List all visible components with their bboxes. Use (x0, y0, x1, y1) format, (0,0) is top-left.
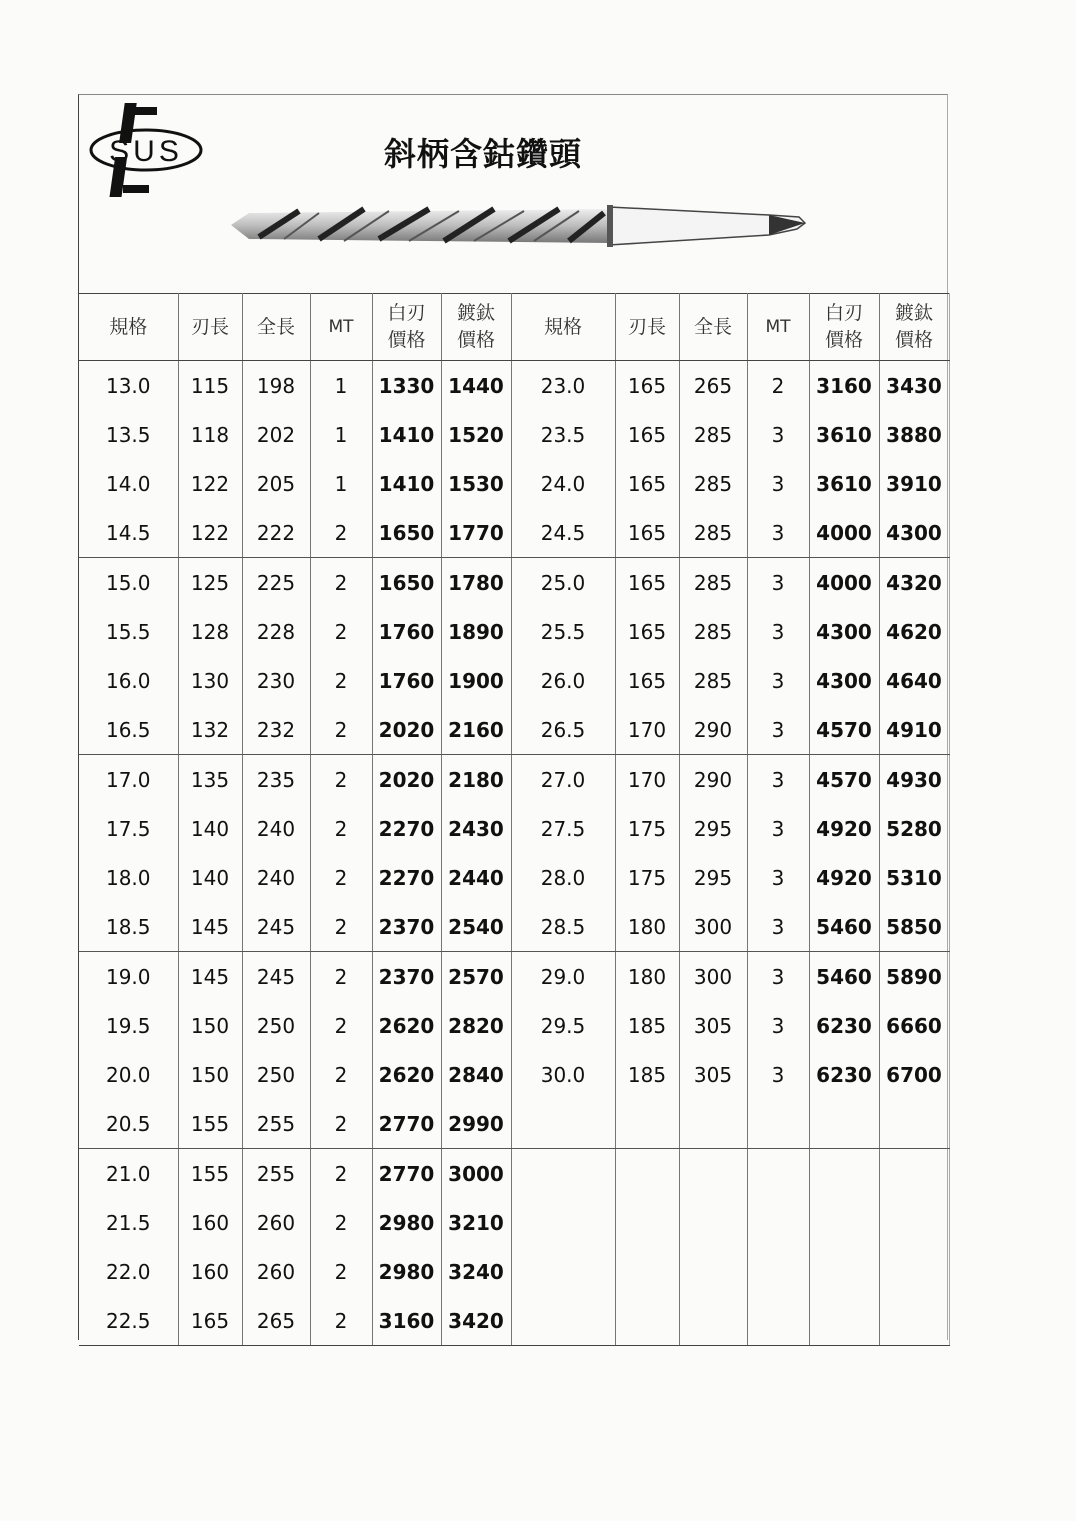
cell-spec: 27.5 (511, 804, 615, 853)
cell-total-length: 255 (242, 1149, 310, 1199)
cell-blade-length: 165 (615, 607, 679, 656)
cell-white-price: 3610 (809, 410, 879, 459)
cell-mt: 3 (747, 902, 809, 952)
cell-blade-length: 175 (615, 853, 679, 902)
cell-tin-price: 1440 (441, 361, 511, 411)
table-row (79, 361, 949, 411)
cell-mt: 2 (310, 508, 372, 558)
cell-tin-price (879, 1198, 949, 1247)
cell-tin-price: 4910 (879, 705, 949, 755)
cell-total-length: 198 (242, 361, 310, 411)
cell-total-length: 240 (242, 804, 310, 853)
cell-mt: 2 (310, 1247, 372, 1296)
cell-tin-price: 1890 (441, 607, 511, 656)
cell-mt: 3 (747, 558, 809, 608)
cell-tin-price: 4640 (879, 656, 949, 705)
cell-white-price: 1410 (372, 410, 441, 459)
cell-white-price: 1650 (372, 558, 441, 608)
cell-spec: 13.0 (79, 361, 178, 411)
cell-mt (747, 1296, 809, 1346)
cell-mt (747, 1149, 809, 1199)
cell-mt: 2 (310, 804, 372, 853)
cell-tin-price: 5310 (879, 853, 949, 902)
cell-spec (511, 1198, 615, 1247)
cell-total-length: 295 (679, 853, 747, 902)
cell-white-price: 2270 (372, 853, 441, 902)
cell-blade-length (615, 1198, 679, 1247)
cell-tin-price: 1770 (441, 508, 511, 558)
cell-spec: 19.5 (79, 1001, 178, 1050)
cell-white-price: 6230 (809, 1001, 879, 1050)
cell-white-price: 1410 (372, 459, 441, 508)
cell-spec: 22.5 (79, 1296, 178, 1346)
cell-spec: 25.5 (511, 607, 615, 656)
cell-mt: 3 (747, 804, 809, 853)
header-white-price: 白刃 價格 (372, 294, 441, 361)
cell-mt: 3 (747, 755, 809, 805)
cell-white-price: 4300 (809, 656, 879, 705)
cell-white-price (809, 1247, 879, 1296)
cell-total-length: 285 (679, 508, 747, 558)
cell-spec: 22.0 (79, 1247, 178, 1296)
cell-spec: 25.0 (511, 558, 615, 608)
cell-white-price (809, 1149, 879, 1199)
cell-tin-price: 4930 (879, 755, 949, 805)
cell-mt: 3 (747, 1050, 809, 1099)
cell-tin-price (879, 1296, 949, 1346)
cell-blade-length: 118 (178, 410, 242, 459)
cell-total-length: 232 (242, 705, 310, 755)
page-title: 斜柄含鈷鑽頭 (384, 135, 583, 173)
cell-total-length: 300 (679, 902, 747, 952)
table-row (79, 1149, 949, 1199)
cell-total-length: 230 (242, 656, 310, 705)
price-table (79, 293, 950, 1346)
cell-mt: 1 (310, 410, 372, 459)
cell-blade-length: 145 (178, 952, 242, 1002)
cell-white-price: 3160 (809, 361, 879, 411)
table-row (79, 1001, 949, 1050)
cell-blade-length: 180 (615, 902, 679, 952)
cell-spec: 18.5 (79, 902, 178, 952)
cell-total-length: 222 (242, 508, 310, 558)
svg-text:SUS: SUS (109, 135, 183, 168)
cell-blade-length: 180 (615, 952, 679, 1002)
cell-tin-price: 3910 (879, 459, 949, 508)
cell-blade-length: 170 (615, 755, 679, 805)
header-spec: 規格 (79, 294, 178, 361)
table-row (79, 1296, 949, 1346)
cell-spec: 16.5 (79, 705, 178, 755)
cell-white-price: 2370 (372, 952, 441, 1002)
table-row (79, 1099, 949, 1149)
cell-blade-length: 165 (178, 1296, 242, 1346)
cell-white-price: 4920 (809, 804, 879, 853)
cell-white-price: 1330 (372, 361, 441, 411)
cell-blade-length: 150 (178, 1001, 242, 1050)
cell-blade-length: 165 (615, 656, 679, 705)
table-row (79, 902, 949, 952)
header-tin-price: 鍍鈦 價格 (441, 294, 511, 361)
cell-spec: 27.0 (511, 755, 615, 805)
cell-tin-price: 3420 (441, 1296, 511, 1346)
header-blade-length: 刃長 (178, 294, 242, 361)
cell-spec: 30.0 (511, 1050, 615, 1099)
cell-total-length: 290 (679, 705, 747, 755)
cell-spec (511, 1099, 615, 1149)
cell-mt (747, 1099, 809, 1149)
cell-mt: 2 (310, 1050, 372, 1099)
cell-spec: 26.5 (511, 705, 615, 755)
cell-mt: 3 (747, 1001, 809, 1050)
cell-blade-length: 128 (178, 607, 242, 656)
cell-white-price: 2980 (372, 1198, 441, 1247)
cell-total-length (679, 1149, 747, 1199)
table-header-row (79, 294, 949, 361)
cell-mt: 2 (310, 1099, 372, 1149)
cell-tin-price (879, 1149, 949, 1199)
cell-white-price: 2770 (372, 1149, 441, 1199)
cell-white-price: 2270 (372, 804, 441, 853)
cell-blade-length: 165 (615, 410, 679, 459)
cell-spec: 18.0 (79, 853, 178, 902)
cell-total-length: 285 (679, 656, 747, 705)
cell-blade-length: 165 (615, 361, 679, 411)
cell-spec: 28.0 (511, 853, 615, 902)
header-mt: MT (747, 294, 809, 361)
cell-blade-length: 140 (178, 804, 242, 853)
table-row (79, 508, 949, 558)
header-total-length: 全長 (242, 294, 310, 361)
table-row (79, 952, 949, 1002)
cell-white-price: 2020 (372, 705, 441, 755)
cell-tin-price: 5890 (879, 952, 949, 1002)
cell-blade-length: 160 (178, 1247, 242, 1296)
table-row (79, 607, 949, 656)
table-row (79, 656, 949, 705)
cell-tin-price: 3430 (879, 361, 949, 411)
cell-spec: 23.0 (511, 361, 615, 411)
cell-spec: 16.0 (79, 656, 178, 705)
cell-tin-price: 6660 (879, 1001, 949, 1050)
cell-white-price: 2370 (372, 902, 441, 952)
cell-blade-length: 122 (178, 459, 242, 508)
cell-white-price: 1760 (372, 656, 441, 705)
cell-tin-price: 3880 (879, 410, 949, 459)
cell-total-length (679, 1099, 747, 1149)
cell-total-length: 295 (679, 804, 747, 853)
cell-mt: 2 (310, 1001, 372, 1050)
cell-blade-length: 170 (615, 705, 679, 755)
cell-total-length: 265 (679, 361, 747, 411)
cell-tin-price: 2540 (441, 902, 511, 952)
cell-blade-length: 122 (178, 508, 242, 558)
cell-total-length (679, 1198, 747, 1247)
cell-spec: 13.5 (79, 410, 178, 459)
cell-spec: 20.5 (79, 1099, 178, 1149)
cell-tin-price: 4320 (879, 558, 949, 608)
cell-mt: 2 (747, 361, 809, 411)
cell-spec: 23.5 (511, 410, 615, 459)
cell-mt: 3 (747, 459, 809, 508)
cell-mt: 2 (310, 952, 372, 1002)
cell-tin-price: 2820 (441, 1001, 511, 1050)
cell-tin-price: 4620 (879, 607, 949, 656)
cell-total-length (679, 1296, 747, 1346)
table-row (79, 410, 949, 459)
cell-mt: 2 (310, 902, 372, 952)
cell-tin-price: 5850 (879, 902, 949, 952)
table-row (79, 558, 949, 608)
cell-mt: 2 (310, 558, 372, 608)
cell-spec: 29.0 (511, 952, 615, 1002)
cell-white-price: 5460 (809, 902, 879, 952)
cell-spec: 17.5 (79, 804, 178, 853)
cell-white-price: 3160 (372, 1296, 441, 1346)
header-blade-length: 刃長 (615, 294, 679, 361)
cell-total-length: 202 (242, 410, 310, 459)
cell-white-price: 5460 (809, 952, 879, 1002)
table-row (79, 1247, 949, 1296)
cell-blade-length: 165 (615, 459, 679, 508)
cell-total-length: 250 (242, 1001, 310, 1050)
table-row (79, 1050, 949, 1099)
cell-spec: 28.5 (511, 902, 615, 952)
cell-mt: 3 (747, 952, 809, 1002)
cell-white-price: 1650 (372, 508, 441, 558)
cell-mt: 2 (310, 1149, 372, 1199)
cell-tin-price: 2990 (441, 1099, 511, 1149)
cell-tin-price: 3000 (441, 1149, 511, 1199)
cell-tin-price: 4300 (879, 508, 949, 558)
cell-spec (511, 1149, 615, 1199)
cell-spec: 24.5 (511, 508, 615, 558)
table-row (79, 705, 949, 755)
cell-blade-length: 132 (178, 705, 242, 755)
cell-white-price: 2980 (372, 1247, 441, 1296)
cell-tin-price: 2840 (441, 1050, 511, 1099)
price-sheet (78, 94, 948, 1340)
cell-blade-length: 135 (178, 755, 242, 805)
table-row (79, 459, 949, 508)
cell-spec: 17.0 (79, 755, 178, 805)
cell-white-price: 4920 (809, 853, 879, 902)
cell-tin-price (879, 1099, 949, 1149)
cell-blade-length (615, 1296, 679, 1346)
cell-blade-length: 165 (615, 558, 679, 608)
cell-spec: 19.0 (79, 952, 178, 1002)
cell-spec: 14.0 (79, 459, 178, 508)
cell-mt: 3 (747, 853, 809, 902)
cell-tin-price: 2180 (441, 755, 511, 805)
cell-spec (511, 1296, 615, 1346)
cell-blade-length: 155 (178, 1149, 242, 1199)
cell-blade-length (615, 1149, 679, 1199)
cell-white-price: 1760 (372, 607, 441, 656)
cell-tin-price: 2160 (441, 705, 511, 755)
cell-blade-length: 165 (615, 508, 679, 558)
cell-mt: 1 (310, 361, 372, 411)
cell-spec: 21.0 (79, 1149, 178, 1199)
cell-spec: 14.5 (79, 508, 178, 558)
cell-tin-price: 1780 (441, 558, 511, 608)
table-row (79, 755, 949, 805)
cell-tin-price: 2440 (441, 853, 511, 902)
cell-mt: 3 (747, 705, 809, 755)
cell-tin-price: 5280 (879, 804, 949, 853)
sus-logo (87, 101, 205, 199)
cell-tin-price (879, 1247, 949, 1296)
cell-total-length: 260 (242, 1247, 310, 1296)
cell-tin-price: 2570 (441, 952, 511, 1002)
cell-total-length: 245 (242, 952, 310, 1002)
cell-mt (747, 1198, 809, 1247)
cell-spec: 15.0 (79, 558, 178, 608)
cell-total-length: 235 (242, 755, 310, 805)
cell-white-price (809, 1099, 879, 1149)
cell-white-price: 2620 (372, 1050, 441, 1099)
cell-mt: 2 (310, 853, 372, 902)
header-total-length: 全長 (679, 294, 747, 361)
cell-total-length: 245 (242, 902, 310, 952)
cell-mt (747, 1247, 809, 1296)
header-spec: 規格 (511, 294, 615, 361)
drill-bit-icon (229, 199, 809, 251)
cell-spec: 26.0 (511, 656, 615, 705)
cell-white-price (809, 1296, 879, 1346)
cell-total-length: 225 (242, 558, 310, 608)
cell-tin-price: 1520 (441, 410, 511, 459)
table-row (79, 853, 949, 902)
cell-total-length: 285 (679, 410, 747, 459)
cell-blade-length (615, 1099, 679, 1149)
cell-spec: 15.5 (79, 607, 178, 656)
cell-total-length: 265 (242, 1296, 310, 1346)
cell-total-length: 290 (679, 755, 747, 805)
cell-white-price (809, 1198, 879, 1247)
cell-total-length: 205 (242, 459, 310, 508)
cell-total-length: 240 (242, 853, 310, 902)
cell-total-length: 305 (679, 1001, 747, 1050)
cell-total-length: 250 (242, 1050, 310, 1099)
cell-white-price: 2020 (372, 755, 441, 805)
cell-mt: 2 (310, 705, 372, 755)
cell-mt: 3 (747, 410, 809, 459)
header-tin-price: 鍍鈦 價格 (879, 294, 949, 361)
cell-mt: 3 (747, 656, 809, 705)
cell-spec (511, 1247, 615, 1296)
cell-tin-price: 3240 (441, 1247, 511, 1296)
cell-tin-price: 1530 (441, 459, 511, 508)
table-body (79, 361, 949, 1346)
cell-total-length: 260 (242, 1198, 310, 1247)
cell-spec: 29.5 (511, 1001, 615, 1050)
cell-blade-length: 185 (615, 1050, 679, 1099)
cell-tin-price: 2430 (441, 804, 511, 853)
sheet-header (79, 95, 947, 293)
cell-spec: 24.0 (511, 459, 615, 508)
cell-blade-length: 145 (178, 902, 242, 952)
cell-blade-length: 115 (178, 361, 242, 411)
cell-mt: 2 (310, 755, 372, 805)
cell-white-price: 2770 (372, 1099, 441, 1149)
cell-white-price: 4300 (809, 607, 879, 656)
cell-white-price: 4000 (809, 508, 879, 558)
cell-blade-length (615, 1247, 679, 1296)
cell-total-length: 285 (679, 607, 747, 656)
cell-blade-length: 130 (178, 656, 242, 705)
cell-white-price: 3610 (809, 459, 879, 508)
cell-total-length: 255 (242, 1099, 310, 1149)
header-mt: MT (310, 294, 372, 361)
cell-blade-length: 185 (615, 1001, 679, 1050)
cell-mt: 3 (747, 508, 809, 558)
table-row (79, 804, 949, 853)
cell-mt: 1 (310, 459, 372, 508)
cell-blade-length: 150 (178, 1050, 242, 1099)
cell-blade-length: 175 (615, 804, 679, 853)
cell-total-length: 228 (242, 607, 310, 656)
cell-total-length: 285 (679, 558, 747, 608)
cell-mt: 2 (310, 1296, 372, 1346)
cell-mt: 3 (747, 607, 809, 656)
cell-white-price: 4000 (809, 558, 879, 608)
cell-total-length (679, 1247, 747, 1296)
cell-tin-price: 3210 (441, 1198, 511, 1247)
cell-tin-price: 6700 (879, 1050, 949, 1099)
cell-blade-length: 125 (178, 558, 242, 608)
cell-mt: 2 (310, 1198, 372, 1247)
cell-total-length: 300 (679, 952, 747, 1002)
cell-white-price: 6230 (809, 1050, 879, 1099)
cell-spec: 21.5 (79, 1198, 178, 1247)
cell-tin-price: 1900 (441, 656, 511, 705)
cell-spec: 20.0 (79, 1050, 178, 1099)
cell-white-price: 4570 (809, 755, 879, 805)
cell-mt: 2 (310, 656, 372, 705)
table-row (79, 1198, 949, 1247)
header-white-price: 白刃 價格 (809, 294, 879, 361)
cell-blade-length: 155 (178, 1099, 242, 1149)
cell-blade-length: 160 (178, 1198, 242, 1247)
cell-white-price: 4570 (809, 705, 879, 755)
cell-total-length: 285 (679, 459, 747, 508)
cell-total-length: 305 (679, 1050, 747, 1099)
cell-mt: 2 (310, 607, 372, 656)
cell-blade-length: 140 (178, 853, 242, 902)
cell-white-price: 2620 (372, 1001, 441, 1050)
